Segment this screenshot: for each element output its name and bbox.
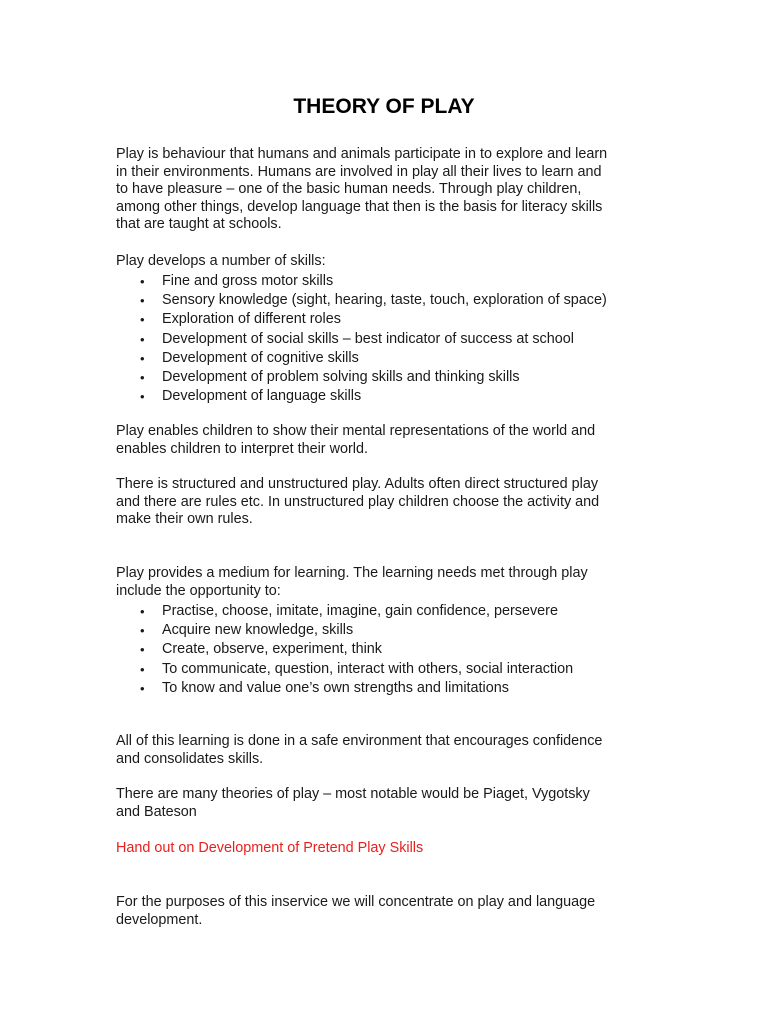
text-line: development. <box>116 911 203 928</box>
bullet-icon: • <box>140 661 145 677</box>
list-item <box>116 272 676 291</box>
text-line: Play enables children to show their mental representations of the world and <box>116 423 596 439</box>
list-item-text: To communicate, question, interact with others, social interaction <box>162 660 574 677</box>
text-line: to have pleasure – one of the basic human needs. Through play children, <box>116 181 582 197</box>
list-item <box>116 291 676 310</box>
skills-lead <box>116 253 656 271</box>
text-line: Play is behaviour that humans and animals participate in to explore and learn <box>116 146 608 162</box>
bullet-icon: • <box>140 642 145 658</box>
list-item <box>116 660 676 679</box>
safe-environment-paragraph <box>116 733 656 768</box>
bullet-icon: • <box>140 350 145 366</box>
bullet-icon: • <box>140 369 145 385</box>
handout-link-text[interactable]: Hand out on Development of Pretend Play Skills <box>116 840 424 856</box>
intro-paragraph <box>116 146 656 234</box>
theories-paragraph <box>116 786 656 821</box>
list-item <box>116 368 676 387</box>
list-item-text: Exploration of different roles <box>162 311 341 328</box>
list-item <box>116 679 676 698</box>
text-line: include the opportunity to: <box>116 582 281 599</box>
text-line: and there are rules etc. In unstructured play children choose the activity and <box>116 493 600 510</box>
bullet-icon: • <box>140 680 145 696</box>
bullet-icon: • <box>140 389 145 405</box>
bullet-icon: • <box>140 293 145 309</box>
list-item-text: Development of cognitive skills <box>162 349 359 366</box>
text-line: among other things, develop language that then is the basis for literacy skills <box>116 198 603 215</box>
text-line: and Bateson <box>116 803 197 820</box>
list-item <box>116 387 676 406</box>
text-line: that are taught at schools. <box>116 216 282 232</box>
learning-medium-paragraph <box>116 565 656 600</box>
list-item-text: Development of problem solving skills and thinking skills <box>162 368 520 385</box>
text-line: enables children to interpret their world. <box>116 440 368 457</box>
list-item-text: Sensory knowledge (sight, hearing, taste, touch, exploration of space) <box>162 292 607 309</box>
list-item-text: Practise, choose, imitate, imagine, gain confidence, persevere <box>162 603 558 619</box>
list-item <box>116 349 676 368</box>
text-line: Play develops a number of skills: <box>116 253 326 269</box>
opportunities-list <box>116 602 676 698</box>
text-line: in their environments. Humans are involved in play all their lives to learn and <box>116 163 602 180</box>
text-line: There is structured and unstructured play. Adults often direct structured play <box>116 476 599 492</box>
text-line: make their own rules. <box>116 511 253 527</box>
purposes-paragraph <box>116 894 656 929</box>
list-item-text: Create, observe, experiment, think <box>162 641 382 658</box>
list-item <box>116 621 676 640</box>
representations-paragraph <box>116 423 656 458</box>
text-line: There are many theories of play – most notable would be Piaget, Vygotsky <box>116 786 590 802</box>
bullet-icon: • <box>140 312 145 328</box>
text-line: and consolidates skills. <box>116 750 264 767</box>
bullet-icon: • <box>140 604 145 619</box>
list-item <box>116 330 676 349</box>
text-line: All of this learning is done in a safe environment that encourages confidence <box>116 733 603 749</box>
handout-link[interactable] <box>116 840 656 858</box>
list-item-text: Development of language skills <box>162 388 362 405</box>
skills-list <box>116 272 676 406</box>
bullet-icon: • <box>140 331 145 347</box>
list-item-text: Fine and gross motor skills <box>162 273 334 289</box>
list-item-text: Development of social skills – best indicator of success at school <box>162 330 574 347</box>
list-item-text: Acquire new knowledge, skills <box>162 622 354 639</box>
text-line: Play provides a medium for learning. The learning needs met through play <box>116 565 588 581</box>
bullet-icon: • <box>140 623 145 639</box>
list-item <box>116 310 676 329</box>
structured-play-paragraph <box>116 476 656 529</box>
text-line: For the purposes of this inservice we will concentrate on play and language <box>116 894 596 910</box>
list-item <box>116 640 676 659</box>
list-item <box>116 602 676 621</box>
page-title: THEORY OF PLAY <box>293 95 475 118</box>
bullet-icon: • <box>140 274 145 289</box>
list-item-text: To know and value one’s own strengths and limitations <box>162 679 509 696</box>
